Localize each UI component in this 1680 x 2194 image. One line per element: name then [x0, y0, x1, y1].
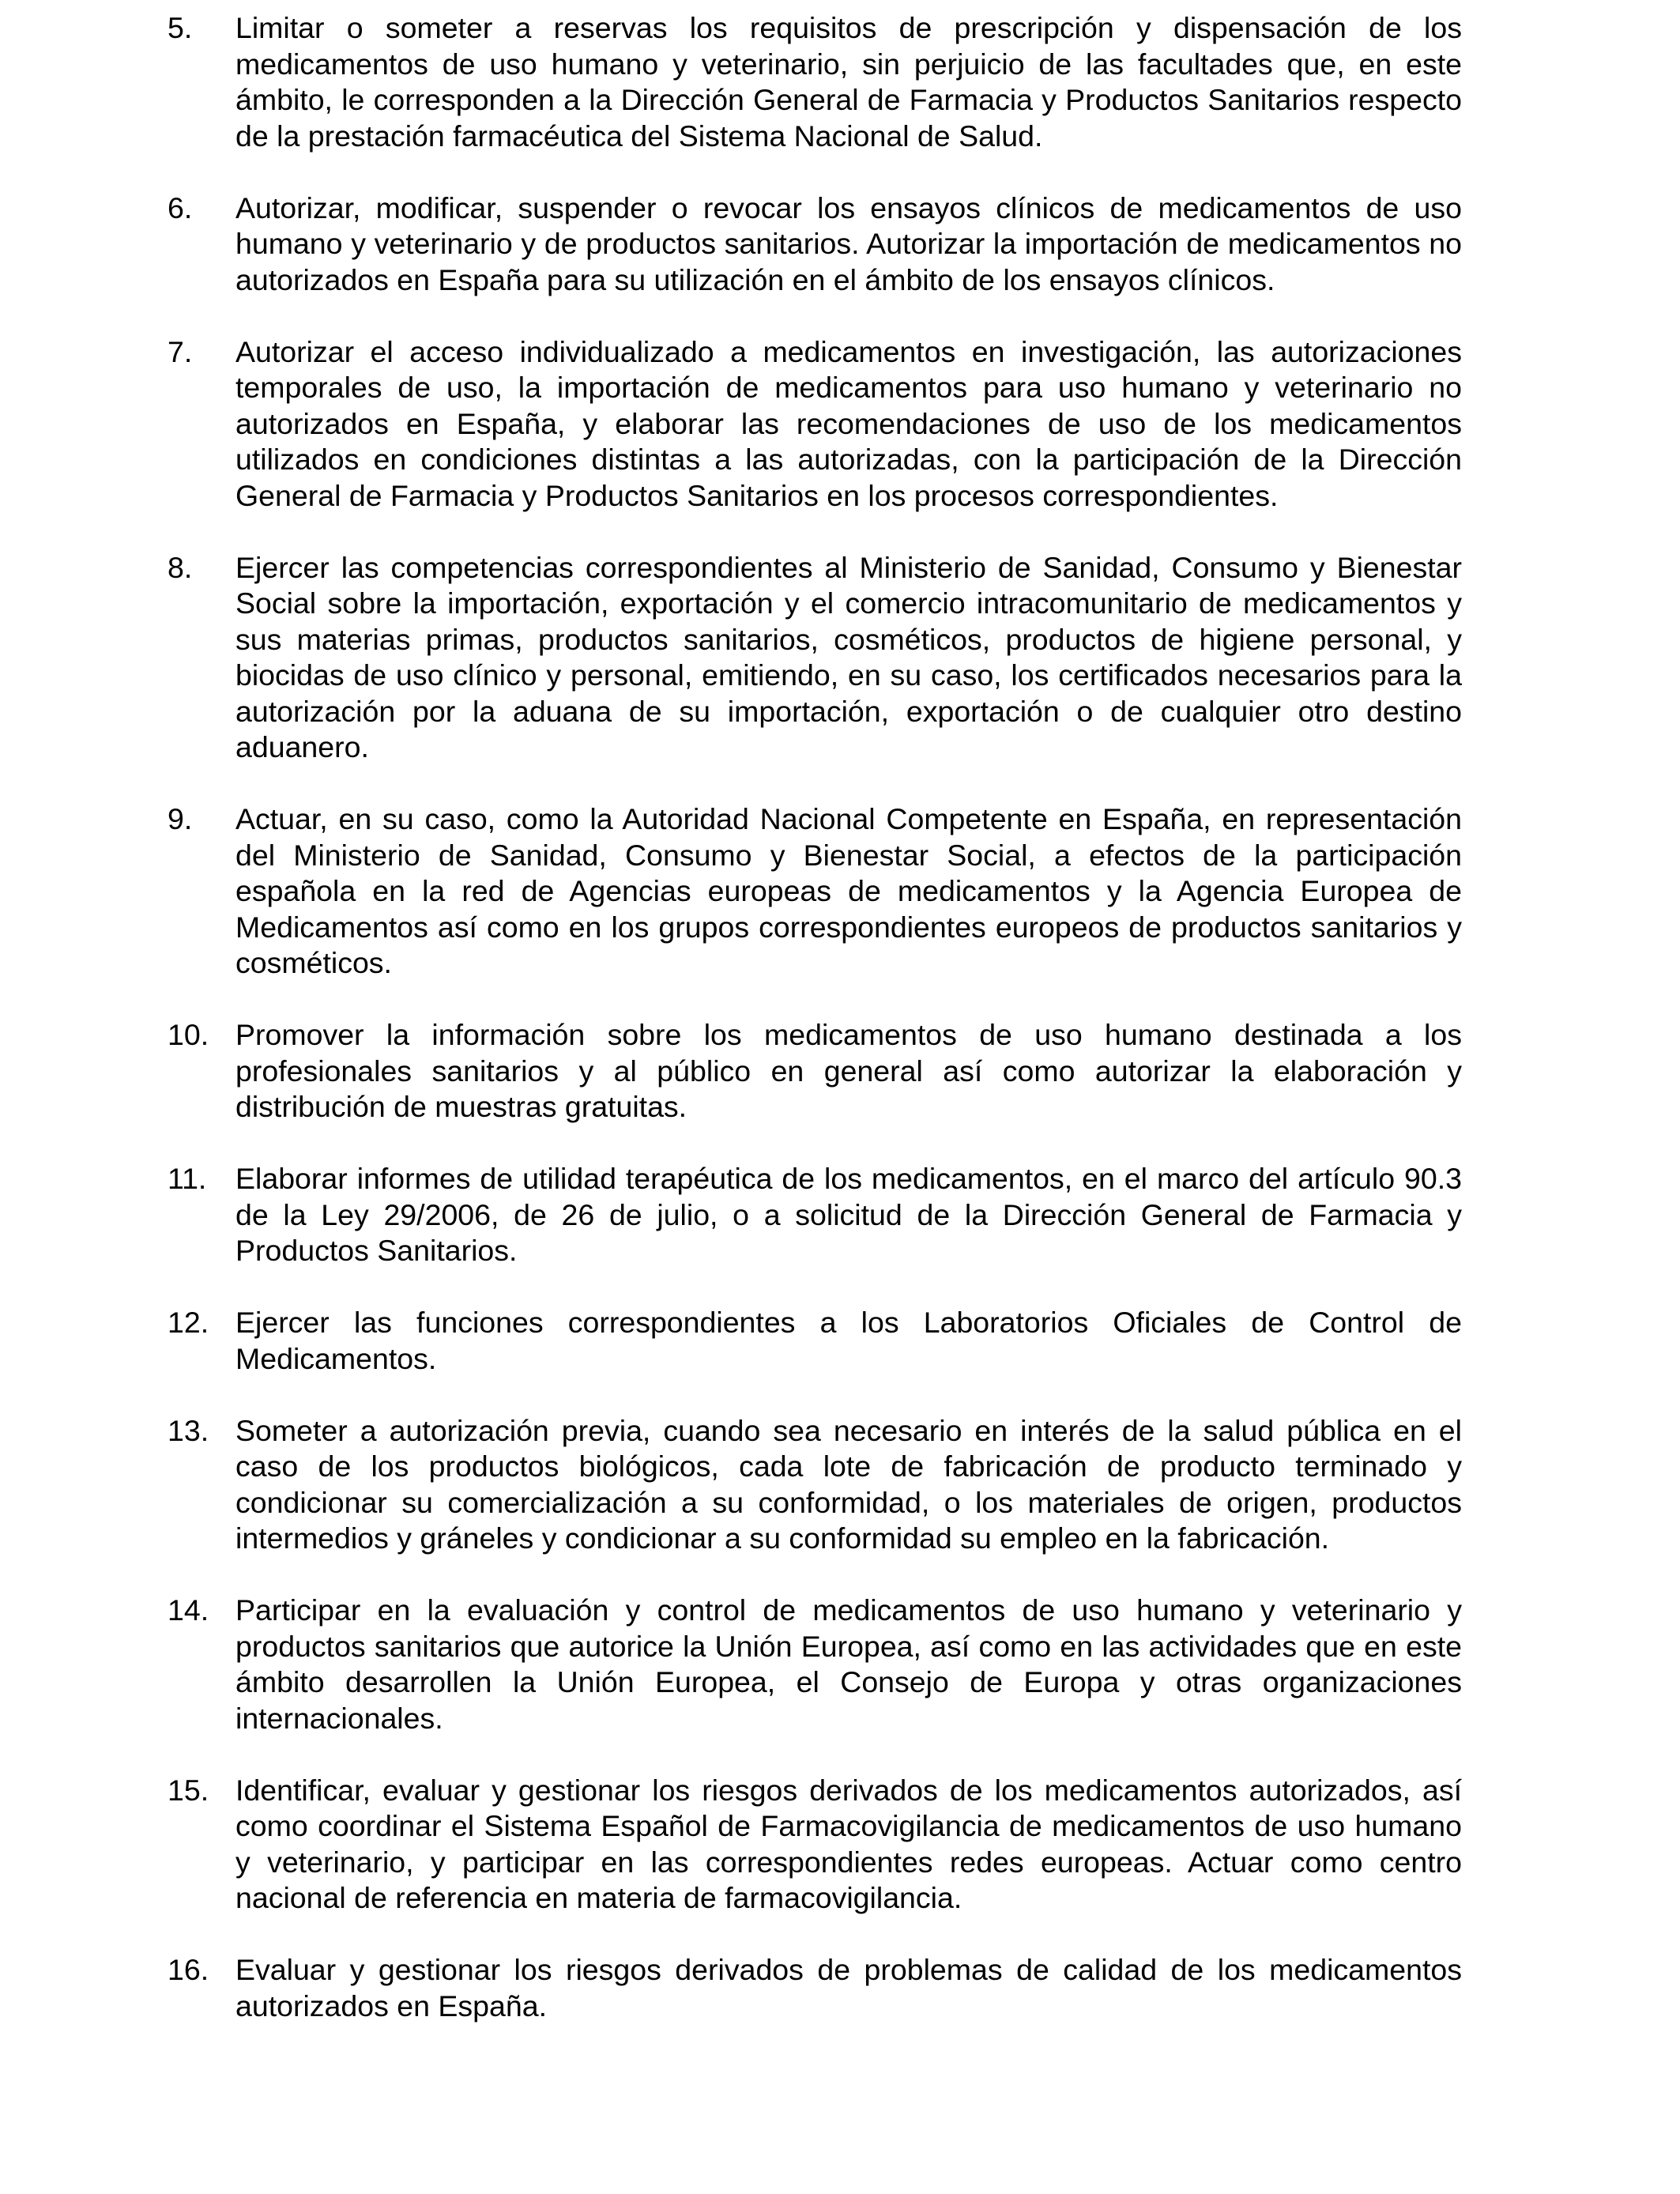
- list-item: [168, 190, 1462, 299]
- list-item: [168, 1305, 1462, 1377]
- list-item: [168, 1161, 1462, 1269]
- item-number: 16.: [168, 1953, 209, 1986]
- list-item: [168, 334, 1462, 515]
- item-number: 14.: [168, 1593, 209, 1627]
- list-item: [168, 550, 1462, 766]
- item-number: 6.: [168, 190, 193, 224]
- item-text: Autorizar el acceso individualizado a medicamentos en investigación, las autorizaciones temporales de uso, la importación de medicamentos para uso humano y veterinario no autorizados en España, y elaborar las recomendaciones de uso de los medicamentos utilizados en condiciones distintas a las autorizadas, con la participación de la Dirección General de Farmacia y Productos Sanitarios en los procesos correspondientes.: [235, 334, 1462, 512]
- item-text: Promover la información sobre los medicamentos de uso humano destinada a los profesionales sanitarios y al público en general así como autorizar la elaboración y distribución de muestras gratuitas.: [235, 1018, 1462, 1123]
- item-number: 13.: [168, 1413, 209, 1447]
- item-text: Identificar, evaluar y gestionar los riesgos derivados de los medicamentos autorizados, así como coordinar el Sistema Español de Farmacovigilancia de medicamentos de uso humano y veterinario, y participar en las correspondientes redes europeas. Actuar como centro nacional de referencia en materia de farmacovigilancia.: [235, 1773, 1462, 1914]
- item-text: Ejercer las funciones correspondientes a los Laboratorios Oficiales de Control de Medicamentos.: [235, 1306, 1462, 1375]
- list-item: [168, 1773, 1462, 1917]
- item-number: 11.: [168, 1162, 207, 1195]
- numbered-list: [168, 10, 1462, 2060]
- item-number: 10.: [168, 1018, 209, 1051]
- item-number: 8.: [168, 550, 193, 584]
- item-text: Ejercer las competencias correspondientes al Ministerio de Sanidad, Consumo y Bienestar Social sobre la importación, exportación y el comercio intracomunitario de medicamentos y sus materias primas, productos sanitarios, cosméticos, productos de higiene personal, y biocidas de uso clínico y personal, emitiendo, en su caso, los certificados necesarios para la autorización por la aduana de su importación, exportación o de cualquier otro destino aduanero.: [235, 550, 1462, 763]
- list-item: [168, 1952, 1462, 2024]
- list-item: [168, 801, 1462, 982]
- item-text: Participar en la evaluación y control de medicamentos de uso humano y veterinario y productos sanitarios que autorice la Unión Europea, así como en las actividades que en este ámbito desarrollen la Unión Europea, el Consejo de Europa y otras organizaciones internacionales.: [235, 1593, 1462, 1735]
- item-number: 12.: [168, 1306, 209, 1339]
- item-number: 15.: [168, 1773, 209, 1807]
- item-number: 7.: [168, 334, 193, 368]
- item-text: Limitar o someter a reservas los requisitos de prescripción y dispensación de los medicamentos de uso humano y veterinario, sin perjuicio de las facultades que, en este ámbito, le corresponden a la Dirección General de Farmacia y Productos Sanitarios respecto de la prestación farmacéutica del Sistema Nacional de Salud.: [235, 11, 1462, 153]
- item-text: Autorizar, modificar, suspender o revocar los ensayos clínicos de medicamentos de uso humano y veterinario y de productos sanitarios. Autorizar la importación de medicamentos no autorizados en España para su utilización en el ámbito de los ensayos clínicos.: [235, 190, 1462, 296]
- item-number: 5.: [168, 11, 193, 44]
- list-item: [168, 10, 1462, 154]
- list-item: [168, 1593, 1462, 1736]
- list-item: [168, 1017, 1462, 1125]
- list-item: [168, 1413, 1462, 1557]
- item-text: Someter a autorización previa, cuando sea necesario en interés de la salud pública en el caso de los productos biológicos, cada lote de fabricación de producto terminado y condicionar su comercialización a su conformidad, o los materiales de origen, productos intermedios y gráneles y condicionar a su conformidad su empleo en la fabricación.: [235, 1413, 1462, 1555]
- item-text: Evaluar y gestionar los riesgos derivados de problemas de calidad de los medicamentos autorizados en España.: [235, 1953, 1462, 2022]
- item-number: 9.: [168, 802, 193, 835]
- item-text: Actuar, en su caso, como la Autoridad Nacional Competente en España, en representación del Ministerio de Sanidad, Consumo y Bienestar Social, a efectos de la participación española en la red de Agencias europeas de medicamentos y la Agencia Europea de Medicamentos así como en los grupos correspondientes europeos de productos sanitarios y cosméticos.: [235, 802, 1462, 979]
- item-text: Elaborar informes de utilidad terapéutica de los medicamentos, en el marco del artículo 90.3 de la Ley 29/2006, de 26 de julio, o a solicitud de la Dirección General de Farmacia y Productos Sanitarios.: [235, 1162, 1462, 1267]
